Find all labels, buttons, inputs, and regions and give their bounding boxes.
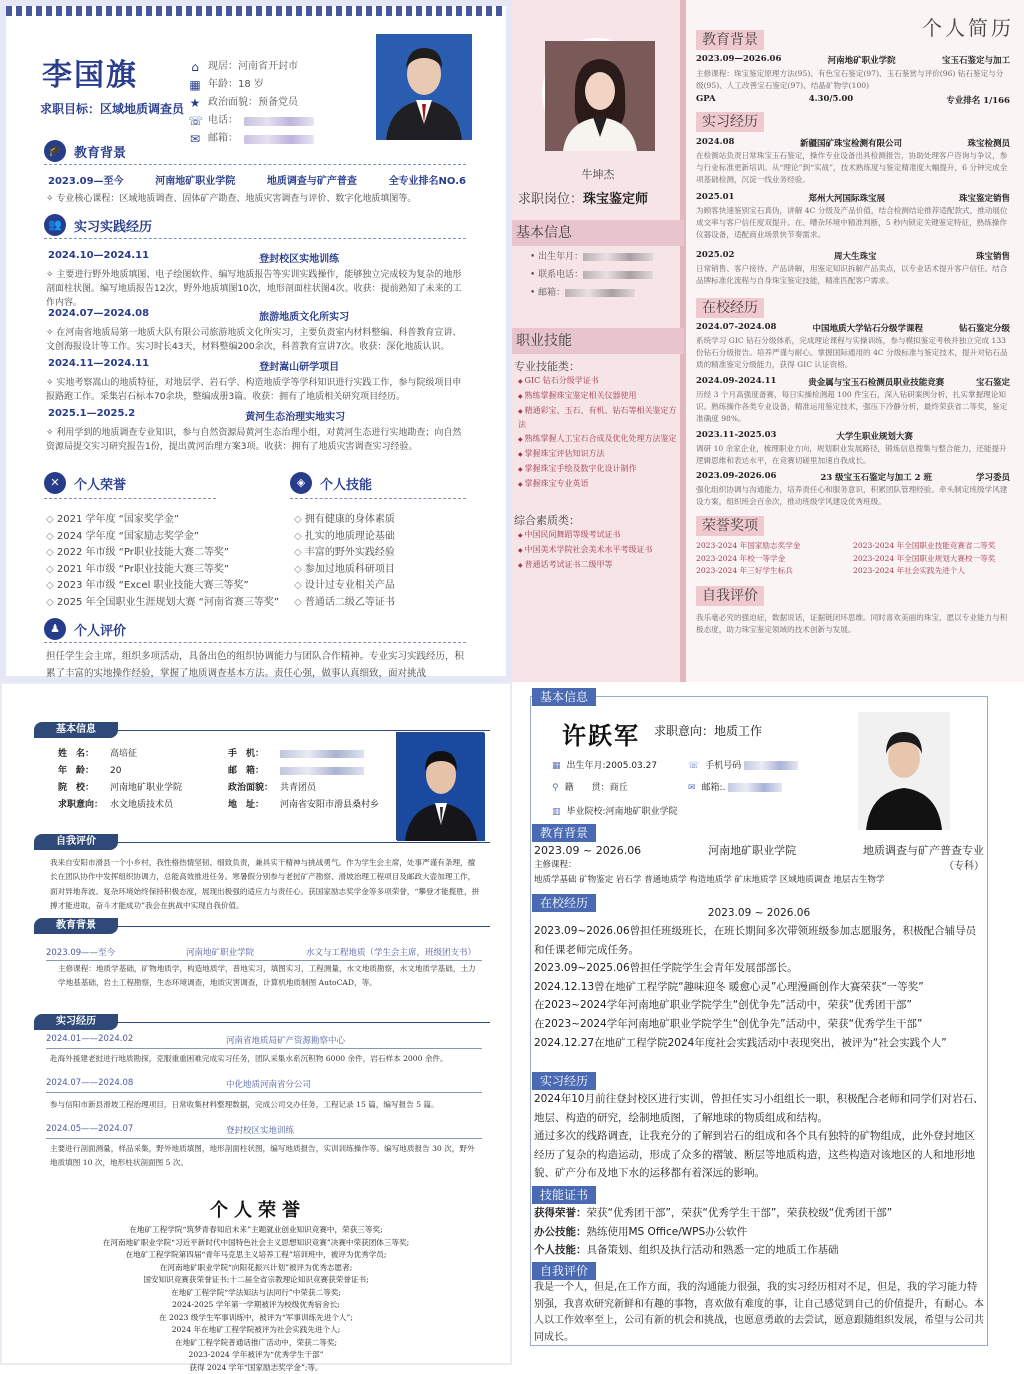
basic-row: • 邮箱： (530, 284, 653, 302)
basic-label: 邮箱： (538, 288, 565, 298)
redacted-value (280, 767, 364, 775)
edu-school: 河南地矿职业学院 (186, 946, 306, 958)
basic-row: • 出生年月： (530, 248, 653, 266)
skill-subtitle: 专业技能类： (514, 358, 580, 374)
honor-item: 在地矿工程学院第四届“青年马克思主义培养工程”培训班中，被评为优秀学员; (42, 1249, 470, 1262)
education-courses (534, 858, 984, 888)
campus-org: 大学生职业规划大赛 (836, 430, 913, 442)
campus-role: 宝石鉴定 (976, 376, 1010, 388)
section-title-education: 教育背景 (696, 30, 764, 50)
evaluation-text: 担任学生会主席，组织多项活动，具备出色的组织协调能力与团队合作精神。专业实习实践经历，积累了丰富的实地操作经验，掌握了地质调查基本方法。责任心强，做事认真细致，面对挑战 (46, 648, 466, 682)
award-item: 2023-2024 年社会实践先进个人 (853, 565, 1010, 578)
exp-row (48, 358, 466, 373)
exp-date: 2024.11—2024.11 (48, 358, 149, 373)
honor-item: 在 2023 级学生军事训练中，被评为“军事训练先进个人”; (42, 1312, 470, 1325)
calendar-icon: ▦ (552, 761, 561, 771)
exp-text: ✧ 在河南省地质局第一地质大队有限公司旅游地质文化所实习，主要负责室内材料整编、科普教育宣讲、文创海报设计等工作。实习时长43天，材料整编200余次，科普教育宣讲7次。收获：深化地质认识。 (46, 326, 466, 354)
info-text: 电话： (208, 112, 238, 130)
section-title-text: 个人荣誉 (74, 474, 126, 493)
kv-label: 求职意向： (58, 797, 110, 814)
kv-row (58, 780, 182, 797)
education-courses: 主修课程：地质学基础，矿物地质学，构造地质学，普地实习，填图实习，工程测量，水文地质勘察，水文地质学基础，土力学地基基础，岩土工程勘察，生态环境调查，地质灾害调查，计算机地质制图 AutoCAD，等。 (58, 962, 482, 991)
cert-row (534, 1223, 984, 1242)
campus-row (696, 376, 1010, 388)
award-item: 2023-2024 年全国职业规划大赛校一等奖 (853, 553, 1010, 566)
section-title-campus: 在校经历 (532, 894, 596, 912)
skill-item: ◇ 设计过专业相关产品 (294, 578, 395, 595)
section-title-awards: 荣誉奖项 (696, 516, 764, 536)
section-title-experience (44, 214, 152, 236)
work-org: 新疆国矿珠宝检测有限公司 (800, 137, 902, 149)
info-text: 邮箱： (208, 130, 238, 148)
basic-label: 联系电话： (538, 270, 583, 280)
work-date: 2025.01 (696, 192, 734, 204)
education-courses: 主修课程：珠宝鉴定原理方法(95)、有色宝石鉴定(97)、玉石鉴赏与评价(96) 钻石鉴定与分级(95)、人工改善宝石鉴定(97)、结晶矿物学(100) (696, 68, 1010, 92)
redacted-value (280, 750, 364, 758)
cert-value: 具备策划、组织及执行活动和熟悉一定的地质工作基础 (587, 1244, 839, 1256)
info-text: 邮箱:. (702, 783, 726, 793)
redacted-value (244, 117, 314, 126)
honor-item: 2023-2024 学年被评为“优秀学生干部” (42, 1349, 470, 1362)
section-title-education: 教育背景 (532, 824, 596, 842)
info-row (188, 76, 314, 94)
campus-org: 中国地质大学钻石分级学课程 (812, 322, 923, 334)
portrait-photo (376, 34, 472, 140)
section-title-education (44, 140, 126, 162)
portrait-photo (396, 732, 484, 840)
info-row (188, 94, 314, 112)
exp-org: 河南省地质局矿产资源勘察中心 (226, 1034, 345, 1046)
info-row (188, 130, 314, 148)
campus-item: 2024.12.13曾在地矿工程学院“趣味迎冬 暖愈心灵”心理漫画创作大赛荣获“一等奖” (534, 978, 984, 997)
kv-row (58, 797, 182, 814)
section-title-work: 实习经历 (696, 112, 764, 132)
exp-date: 2024.01——2024.02 (46, 1034, 186, 1046)
exp-date: 2024.07——2024.08 (46, 1078, 186, 1090)
native-info (552, 780, 628, 793)
kv-row (228, 797, 379, 814)
edu-school: 河南地矿职业学院 (708, 842, 796, 861)
resume-name: 李国旗 (42, 50, 138, 94)
honor-item: ◇ 2021 年市级 “Pr职业技能大赛三等奖” (46, 562, 279, 579)
skill-item: ◇ 普通话二级乙等证书 (294, 595, 395, 612)
basic-info-right (228, 746, 379, 814)
kv-row (228, 780, 379, 797)
divider (46, 960, 482, 961)
exp-text: ✧ 利用学到的地质调查专业知识，参与自然资源局黄河生态治理小组，对黄河生态进行实地勘查；向自然资源局提交实习研究报告1份，提出黄河治理方案3项。收获：拥有了地质灾害调查实习经验。 (46, 426, 466, 454)
exp-item: 通过多次的线路调查，让我充分的了解到岩石的组成和各个具有独特的矿物组成，此外登封地区经历了复杂的构造运动，形成了众多的褶皱、断层等地质构造，这些构造对该地区的人和地形地貌、矿产分布及地下水的运移都有着深远的影响。 (534, 1127, 984, 1183)
awards-grid (696, 540, 1010, 578)
cert-value: 熟练使用MS Office/WPS办公软件 (587, 1226, 748, 1238)
campus-role: 钻石鉴定分级 (959, 322, 1010, 334)
campus-item: 在2023~2024学年河南地矿职业学院学生“创优争先”活动中，荣获“优秀团干部” (534, 996, 984, 1015)
exp-org: 登封嵩山研学项目 (259, 358, 339, 373)
graduation-cap-icon: 🎓 (44, 140, 66, 162)
award-item: 2023-2024 年国家励志奖学金 (696, 540, 853, 553)
education-row (696, 54, 1010, 66)
basic-info-left (58, 746, 182, 814)
kv-row (228, 763, 379, 780)
work-row (696, 137, 1010, 149)
skill-item: ◇ 参加过地质科研项目 (294, 562, 395, 579)
work-text: 日常销售、客户接待、产品讲解，用鉴定知识拆解产品卖点，以专业话术提升客户信任。结合品牌标准化流程与自身珠宝鉴定技能，精准匹配客户需求。 (696, 263, 1010, 287)
kv-label: 姓 名： (58, 746, 110, 763)
skill-item: ◇ 拥有健康的身体素质 (294, 512, 395, 529)
portrait-photo (858, 712, 950, 830)
exp-text: ✧ 主要进行野外地质填图、电子绘图软件、编写地质报告等实训实践操作，能够独立完成较为复杂的地形剖面柱状图。编写地质报告12次，野外地质填图10次，地形剖面柱状图4次。收获：提前熟知了未来的工作内容。 (46, 268, 466, 310)
exp-text-body: 利用学到的地质调查专业知识，参与自然资源局黄河生态治理小组，对黄河生态进行实地勘查；向自然资源局提交实习研究报告1份，提出黄河治理方案3项。收获：拥有了地质灾害调查实习经验。 (46, 428, 461, 452)
skill-item: ◆ 掌握珠宝专业英语 (518, 477, 678, 492)
campus-date: 2023.11-2025.03 (696, 430, 776, 442)
cert-label: 获得荣誉： (534, 1207, 587, 1219)
self-evaluation-text: 我是一个人，但是,在工作方面，我的沟通能力很强，我的实习经历相对不足，但是，我的学习能力特别强，我喜欢研究新鲜和有趣的事物，喜欢做有难度的事，让自己感觉到自己的价值提升，有耐心。本人以工作效率至上，公司有新的机会和挑战，也愿意勇敢的去尝试，愿意跟随组织发展，希望与公司共同成长。 (534, 1280, 984, 1346)
campus-text: 调研 10 余家企业，梳理职业方向，规划职业发展路径，锻炼信息搜集与整合能力，还能提升逻辑思维和表达水平，在竞赛切磋里加速自我成长。 (696, 443, 1010, 467)
exp-row (48, 250, 466, 265)
kv-label: 年 龄： (58, 763, 110, 780)
location-icon: ⚲ (552, 783, 559, 793)
info-text: 现居：河南省开封市 (208, 58, 298, 76)
exp-row (46, 1034, 482, 1046)
redacted-value (565, 289, 635, 297)
skills-list (518, 374, 678, 491)
exp-row (46, 1124, 482, 1136)
education-school: 河南地矿职业学院 (155, 172, 235, 187)
skills-list (294, 512, 395, 611)
section-title-self: 自我评价 (696, 586, 764, 606)
info-text: 手机号码 (705, 761, 741, 771)
cert-label: 办公技能： (534, 1226, 587, 1238)
kv-row (58, 746, 182, 763)
phone-info (688, 758, 798, 771)
position-label: 求职岗位： (518, 192, 583, 207)
section-title-certs: 技能证书 (532, 1186, 596, 1204)
kv-label: 手 机： (228, 746, 280, 763)
trophy-icon: ✕ (44, 472, 66, 494)
rank-value: 专业排名 1/166 (946, 94, 1010, 106)
honor-item: 获得 2024 学年“国家励志奖学金”;等。 (42, 1362, 470, 1374)
evaluation-text: 我来自安阳市滑县一个小乡村，我性格热情坚韧、细致负责，兼具实干精神与挑战勇气。作为学生会主席，处事严谨有条理，擅长在团队协作中发挥组织协调力，总能高效推进任务。寒暑假分别参与老挝矿产勘察、滑坡治理工程项目及邮政大壶加理工作，面对异地奔波、复杂环境始终保持积极态度，展现出极强的适应力与责任心。获国家励志奖学金等多项荣誉，“攀登才能揽胜，拼搏才能进取，奋斗才能成功”我会在挑战中实现自我价值。 (50, 856, 482, 913)
edu-date: 2023.09—2026.06 (696, 54, 781, 66)
campus-row (696, 430, 1010, 442)
skill-item: ◇ 扎实的地质理论基础 (294, 529, 395, 546)
course-label: 主修课程： (534, 860, 577, 870)
info-text: 政治面貌：预备党员 (208, 94, 298, 112)
phone-icon: ☏ (188, 114, 202, 128)
exp-row (48, 308, 466, 323)
edu-date: 2023.09 ~ 2026.06 (534, 842, 641, 861)
skill-item: ◆ GIC 钻石分级学证书 (518, 374, 678, 389)
skill-item: ◆ 熟练掌握人工宝石合成及优化处理方法鉴定 (518, 432, 678, 447)
honors-title: 个人荣誉 (2, 1196, 514, 1222)
kv-value: 河南省安阳市滑县桑村乡 (280, 800, 379, 810)
self-evaluation-text: 我乐毫必究的强迫症，数据说话，证据链闭环思维。同时喜欢美丽的珠宝，愿以专业能力与积极态度，助力珠宝鉴定领域的技术创新与发展。 (696, 612, 1010, 636)
person-icon: ♟ (44, 618, 66, 640)
mail-icon: ✉ (688, 783, 696, 793)
exp-org: 登封校区实地训练 (259, 250, 339, 265)
education-date: 2023.09—至今 (48, 172, 124, 187)
skill-item: ◆ 精通彩宝、玉石、有机、钻石等相关鉴定方法 (518, 404, 678, 433)
section-title-basic: 基本信息 (34, 722, 118, 738)
info-row (188, 112, 314, 130)
certs-list (534, 1204, 984, 1260)
gpa-label: GPA (696, 94, 716, 106)
exp-text-body: 主要进行野外地质填图、电子绘图软件、编写地质报告等实训实践操作，能够独立完成较为复杂的地形剖面柱状图。编写地质报告12次，野外地质填图10次，地形剖面柱状图4次。收获：提前熟知了未来的工作内容。 (46, 270, 462, 308)
honor-item: ◇ 2021 学年度 “国家奖学金” (46, 512, 279, 529)
work-role: 珠宝检测员 (967, 137, 1010, 149)
exp-date: 2024.10—2024.11 (48, 250, 149, 265)
campus-item: 2023.09~2025.06曾担任学院学生会青年发展部部长。 (534, 959, 984, 978)
exp-org: 黄河生态治理实地实习 (245, 408, 345, 423)
work-date: 2025.02 (696, 250, 734, 262)
exp-date: 2024.07—2024.08 (48, 308, 149, 323)
exp-text-body: 实地考察嵩山的地质特征，对地层学、岩石学、构造地质学等学科知识进行实践工作，参与院级项目申报路跑工作。采集岩石标本70余块，整编成册3篇。收获：拥有了地质相关研究项目经历。 (46, 378, 461, 402)
skill-item: ◆ 熟练掌握珠宝鉴定相关仪器使用 (518, 389, 678, 404)
work-role: 珠宝销售 (976, 250, 1010, 262)
section-rule (44, 642, 466, 643)
honor-item: 在地矿工程学院“学法知法与法同行”中荣获二等奖; (42, 1287, 470, 1300)
honor-item: 在河南地矿职业学院“习近平新时代中国特色社会主义思想知识竞赛”决赛中荣获团体三等奖; (42, 1237, 470, 1250)
honors-list (42, 1224, 470, 1374)
honor-item: ◇ 2025 年全国职业生涯规划大赛 “河南省赛三等奖” (46, 595, 279, 612)
campus-row (696, 471, 1010, 483)
exp-date: 2024.05——2024.07 (46, 1124, 186, 1136)
education-major: 地质调查与矿产普查 (267, 172, 357, 187)
cert-row (534, 1241, 984, 1260)
honor-item: 国安知识竞赛获荣誉证书;十二届全省宗教理论知识竞赛获荣誉证书; (42, 1274, 470, 1287)
phone-icon: ☏ (688, 761, 699, 771)
cert-row (534, 1204, 984, 1223)
work-text: 在检测站负责日常珠宝玉石鉴定，操作专业设备出具检测报告，协助处理客户咨询与争议，参与行业标准更新培训。从“理论”到“实战”，技术熟练度与鉴定精准度大幅提升，6 分钟完成全项基础检测，沉淀一线业务经验。 (696, 150, 1010, 186)
course-list: 地质学基础 矿物鉴定 岩石学 普通地质学 构造地质学 矿床地质学 区域地质调查 地层古生物学 (534, 875, 884, 885)
job-position (518, 188, 648, 207)
edu-major: 地质调查与矿产普查专业 (863, 842, 984, 861)
honor-item: ◇ 2022 年市级 “Pr职业技能大赛二等奖” (46, 545, 279, 562)
kv-value: 水文地质技术员 (110, 800, 173, 810)
resume-panel-niu (512, 0, 1024, 682)
gpa-value: 4.30/5.00 (809, 94, 854, 106)
exp-row (48, 408, 466, 423)
divider (46, 1092, 482, 1093)
skill-item: ◇ 丰富的野外实践经验 (294, 545, 395, 562)
kv-label: 邮 箱： (228, 763, 280, 780)
skill-item: ◆ 中国美术学院社会美术水平考级证书 (518, 543, 678, 558)
cert-value: 荣获“优秀团干部”，荣获“优秀学生干部”，荣获校级“优秀团干部” (587, 1207, 893, 1219)
education-row (46, 946, 482, 958)
edu-major: 水文与工程地质（学生会主席，班级团支书） (306, 946, 476, 958)
skills-list-2 (518, 528, 678, 572)
section-rule (290, 498, 466, 499)
birth-info (552, 758, 657, 771)
divider (46, 1138, 482, 1139)
info-row (188, 58, 314, 76)
redacted-value (583, 253, 653, 261)
kv-label: 地 址： (228, 797, 280, 814)
exp-text-body: 在河南省地质局第一地质大队有限公司旅游地质文化所实习，主要负责室内材料整编、科普教育宣讲、文创海报设计等工作。实习时长43天，材料整编200余次，科普教育宣讲7次。收获：深化地质认识。 (46, 328, 461, 352)
resume-panel-li (0, 0, 512, 682)
section-title-text: 实习实践经历 (74, 216, 152, 235)
campus-text: 强化组织协调与沟通能力，培养责任心和服务意识，积累团队管理经验。牵头制定班级学风建设方案，组织班会百余次，推动班级学风建设优秀班级。 (696, 484, 1010, 508)
building-icon: ▥ (552, 807, 561, 817)
skill-subtitle: 综合素质类： (514, 512, 580, 528)
exp-org: 旅游地质文化所实习 (259, 308, 349, 323)
exp-text: ✧ 实地考察嵩山的地质特征，对地层学、岩石学、构造地质学等学科知识进行实践工作，参与院级项目申报路跑工作。采集岩石标本70余块，整编成册3篇。收获：拥有了地质相关研究项目经历。 (46, 376, 466, 404)
campus-date: 2023.09 ~ 2026.06 (534, 904, 984, 923)
campus-row (696, 322, 1010, 334)
basic-row: • 联系电话： (530, 266, 653, 284)
campus-org: 贵金属与宝玉石检测员职业技能竞赛 (808, 376, 944, 388)
info-text: 年龄：18 岁 (208, 76, 264, 94)
work-text: 为顾客快速鉴别宝石真伪，讲解 4C 分级及产品价值，结合检测结论推荐适配款式，推动展位成交率与客户信任度双提升。在、嘈杂环境中精准判断，5 秒内锁定关键鉴定特征，熟练操作仪器设备，适配商业场景快节奏需求。 (696, 205, 1010, 241)
resume-name: 牛坤杰 (512, 166, 684, 182)
section-title-text: 教育背景 (74, 142, 126, 161)
school-info (552, 804, 678, 817)
redacted-value (728, 783, 782, 792)
work-row (696, 250, 1010, 262)
honors-list (46, 512, 279, 611)
exp-text: 赴海外援建老挝进行地质勘探，克服重重困难完成实习任务，团队采集水系沉积物 6000 余件，岩石样本 2000 余件。 (50, 1052, 482, 1066)
people-icon: 👥 (44, 214, 66, 236)
resume-panel-xu (512, 682, 1024, 1365)
section-title-evaluation (44, 618, 126, 640)
skill-item: ◆ 掌握珠宝评估知识方法 (518, 447, 678, 462)
page-title: 个人简历 (922, 12, 1014, 41)
award-item: 2023-2024 年全国职业技能竞赛省二等奖 (853, 540, 1010, 553)
kv-value: 河南地矿职业学院 (110, 783, 182, 793)
exp-date: 2025.1—2025.2 (48, 408, 135, 423)
redacted-value (583, 271, 653, 279)
campus-date: 2023.09-2026.06 (696, 471, 776, 483)
section-title-text: 个人技能 (320, 474, 372, 493)
honor-item: ◇ 2023 年市级 “Excel 职业技能大赛三等奖” (46, 578, 279, 595)
section-title-skills (290, 472, 372, 494)
exp-row (46, 1078, 482, 1090)
campus-date: 2024.09-2024.11 (696, 376, 776, 388)
honor-item: 2024-2025 学年第一学期被评为校级优秀宿舍长; (42, 1299, 470, 1312)
section-rule (44, 238, 466, 239)
job-objective: 求职目标：区域地质调查员 (40, 100, 184, 117)
section-title-honors (44, 472, 126, 494)
skill-item: ◆ 中国民间舞蹈等级考试证书 (518, 528, 678, 543)
skill-item: ◆ 掌握珠宝手绘及数字化设计制作 (518, 462, 678, 477)
contact-info (188, 58, 314, 148)
info-text: 毕业院校:河南地矿职业学院 (567, 807, 678, 817)
kv-label: 政治面貌： (228, 780, 280, 797)
tag-icon: ◈ (290, 472, 312, 494)
info-text: 籍 贯：商丘 (565, 783, 628, 793)
campus-text: 系统学习 GIC 钻石分级体系，完成理论课程与实操训练，参与模拟鉴定考核并独立完成 133 份钻石分级报告。培养严谨与耐心。掌握国际通用的 4C 分级标准与鉴定技术，提升对钻石品质的精准鉴定分级能力，获得 GIC 认证资格。 (696, 335, 1010, 371)
exp-item: 2024年10月前往登封校区进行实训，曾担任实习小组组长一职，积极配合老师和同学们对岩石、地层、构造的研究，绘制地质图，了解地球的物质组成和结构。 (534, 1090, 984, 1127)
exp-org: 登封校区实地训练 (226, 1124, 294, 1136)
award-item: 2023-2024 年三好学生标兵 (696, 565, 853, 578)
campus-role: 学习委员 (976, 471, 1010, 483)
campus-item: 2024.12.27在地矿工程学院2024年度社会实践活动中表现突出，被评为“社会实践个人” (534, 1034, 984, 1053)
redacted-value (244, 135, 314, 144)
home-icon: ⌂ (188, 60, 202, 74)
work-org: 郑州大河国际珠宝展 (808, 192, 885, 204)
section-title-evaluation: 自我评价 (34, 834, 118, 850)
award-item: 2023-2024 年校一等学金 (696, 553, 853, 566)
edu-major: 宝玉石鉴定与加工 (942, 54, 1010, 66)
divider (46, 1048, 482, 1049)
exp-text: 主要进行剖面测量，样品采集，野外地质填图，地形剖面柱状图，编写地质报告，实训训练操作等。编写地质报告 30 次，野外地质填图 10 次，地形柱状剖面图 5 次。 (50, 1142, 482, 1171)
work-org: 周大生珠宝 (834, 250, 877, 262)
campus-item: 在2023~2024学年河南地矿职业学院学生“创优争先”活动中，荣获“优秀学生干部” (534, 1015, 984, 1034)
campus-org: 23 级宝玉石鉴定与加工 2 班 (820, 471, 932, 483)
education-courses-text: 专业核心课程：区域地质调查、固体矿产勘查、地质灾害调查与评价、数字化地质填图等。 (56, 194, 416, 204)
basic-label: 出生年月： (538, 252, 583, 262)
education-level: （专科） (534, 858, 984, 877)
job-intention: 求职意向：地质工作 (654, 722, 762, 739)
mail-info (688, 780, 782, 793)
star-icon: ★ (188, 96, 202, 110)
redacted-value (744, 761, 798, 770)
campus-date: 2024.07-2024.08 (696, 322, 776, 334)
education-courses: ✧ 专业核心课程：区域地质调查、固体矿产勘查、地质灾害调查与评价、数字化地质填图等。 (46, 192, 466, 206)
honor-item: 在河南地矿职业学院“向阳花振兴计划”被评为优秀志愿者; (42, 1262, 470, 1275)
exp-text: 参与信阳市新县滑坡工程治理项目，日常收集材料整理数据，完成公司交办任务，工程记录 15 篇，编写报告 5 篇。 (50, 1098, 482, 1112)
honor-item: 在地矿工程学院“筑梦青春知启未来”主题就业创业知识竞赛中，荣获三等奖; (42, 1224, 470, 1237)
section-title-campus: 在校经历 (696, 298, 764, 318)
campus-text: 历经 3 个月高强度备赛，每日实操检测超 100 件宝石，深入钻研案例分析，扎实掌握理论知识。熟练操作各类专业设备，精准运用鉴定技术，强压下冷静分析，最终荣获省二等奖，鉴定准确度 98%。 (696, 389, 1010, 425)
section-rule (44, 164, 466, 165)
campus-list (534, 922, 984, 1052)
honor-item: 2024 年在地矿工程学院被评为社会实践先进个人; (42, 1324, 470, 1337)
exp-org: 中化地质河南省分公司 (226, 1078, 311, 1090)
position-value: 珠宝鉴定师 (583, 192, 648, 207)
skill-item: ◆ 普通话考试证书二级甲等 (518, 558, 678, 573)
work-date: 2024.08 (696, 137, 734, 149)
top-stripe (6, 6, 506, 16)
campus-item: 2023.09~2026.06曾担任班级班长，在班长期间多次带领班级参加志愿服务，积极配合辅导员和任课老师完成任务。 (534, 922, 984, 959)
section-title-text: 个人评价 (74, 620, 126, 639)
mail-icon: ✉ (188, 132, 202, 146)
section-title-experience: 实习经历 (532, 1072, 596, 1090)
exp-list (534, 1090, 984, 1183)
portrait-photo (542, 38, 652, 148)
cert-label: 个人技能： (534, 1244, 587, 1256)
section-title-experience: 实习经历 (34, 1014, 118, 1030)
kv-value: 20 (110, 766, 121, 776)
honor-item: ◇ 2024 学年度 “国家励志奖学金” (46, 529, 279, 546)
section-title-self: 自我评价 (532, 1262, 596, 1280)
edu-date: 2023.09——至今 (46, 946, 186, 958)
info-text: 出生年月:2005.03.27 (567, 761, 658, 771)
resume-name: 许跃军 (562, 716, 640, 751)
section-title-skills: 职业技能 (512, 328, 684, 354)
gpa-row (696, 94, 1010, 106)
basic-info (530, 248, 653, 302)
section-rule (44, 498, 216, 499)
education-row (48, 172, 466, 187)
kv-row (228, 746, 379, 763)
work-role: 珠宝鉴定销售 (959, 192, 1010, 204)
edu-school: 河南地矿职业学院 (828, 54, 896, 66)
kv-row (58, 763, 182, 780)
resume-panel-gao (0, 682, 512, 1365)
calendar-icon: ▦ (188, 78, 202, 92)
section-title-basic: 基本信息 (532, 688, 596, 706)
education-rank: 全专业排名NO.6 (389, 172, 466, 187)
section-title-basic: 基本信息 (512, 220, 684, 246)
work-row (696, 192, 1010, 204)
kv-value: 共青团员 (280, 783, 316, 793)
honor-item: 在地矿工程学院普通话推广活动中，荣获二等奖; (42, 1337, 470, 1350)
kv-value: 高培征 (110, 749, 137, 759)
section-title-education: 教育背景 (34, 918, 118, 934)
kv-label: 院 校： (58, 780, 110, 797)
